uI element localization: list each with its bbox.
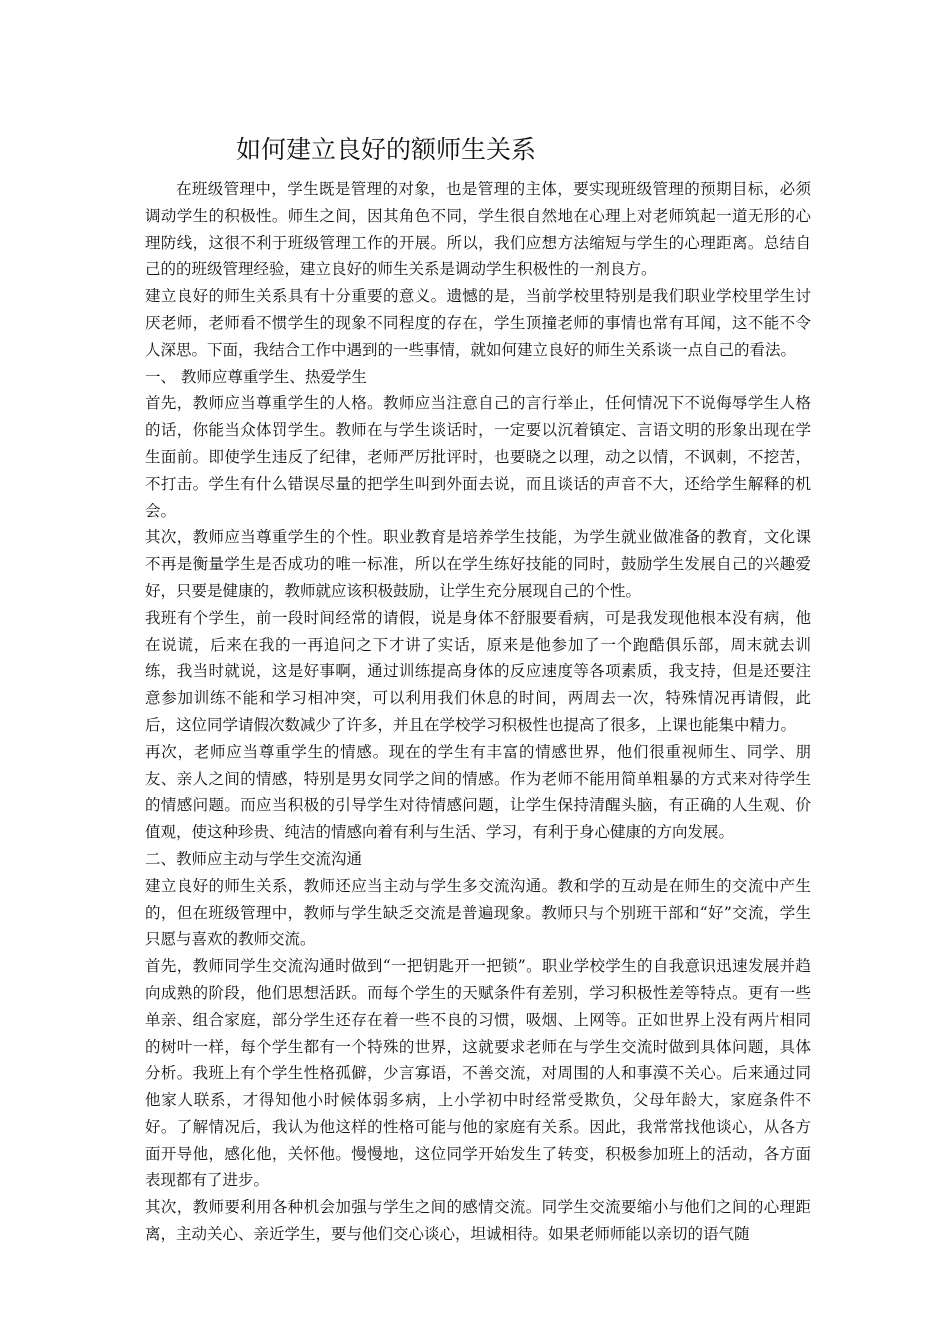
paragraph-respect-dignity: 首先，教师应当尊重学生的人格。教师应当注意自己的言行举止，任何情况下不说侮辱学生人格的话，你能当众体罚学生。教师在与学生谈话时，一定要以沉着镇定、言语文明的形象出现在学生面前。即使学生违反了纪律，老师严厉批评时，也要晓之以理，动之以情，不讽刺，不挖苦，不打击。学生有什么错误尽量的把学生叫到外面去说，而且谈话的声音不大，还给学生解释的机会。 <box>145 394 811 520</box>
paragraph-example-student: 我班有个学生，前一段时间经常的请假，说是身体不舒服要看病，可是我发现他根本没有病，他在说谎，后来在我的一再追问之下才讲了实话，原来是他参加了一个跑酷俱乐部，周末就去训练，我当时就说，这是好事啊，通过训练提高身体的反应速度等各项素质，我支持，但是还要注意参加训练不能和学习相冲突，可以利用我们休息的时间，两周去一次，特殊情况再请假，此后，这位同学请假次数减少了许多，并且在学校学习积极性也提高了很多，上课也能集中精力。 <box>145 608 811 734</box>
paragraph-emotional-exchange: 其次，教师要利用各种机会加强与学生之间的感情交流。同学生交流要缩小与他们之间的心理距离，主动关心、亲近学生，要与他们交心谈心，坦诚相待。如果老师师能以亲切的语气随 <box>145 1198 811 1244</box>
paragraph-significance: 建立良好的师生关系具有十分重要的意义。遗憾的是，当前学校里特别是我们职业学校里学生讨厌老师，老师看不惯学生的现象不同程度的存在，学生顶撞老师的事情也常有耳闻，这不能不令人深思。下面，我结合工作中遇到的一些事情，就如何建立良好的师生关系谈一点自己的看法。 <box>145 287 811 359</box>
section-heading-1: 一、 教师应尊重学生、热爱学生 <box>145 367 367 386</box>
paragraph-intro: 在班级管理中，学生既是管理的对象，也是管理的主体，要实现班级管理的预期目标，必须调动学生的积极性。师生之间，因其角色不同，学生很自然地在心理上对老师筑起一道无形的心理防线，这很不利于班级管理工作的开展。所以，我们应想方法缩短与学生的心理距离。总结自己的的班级管理经验，建立良好的师生关系是调动学生积极性的一剂良方。 <box>145 180 811 279</box>
document-body <box>145 176 811 1248</box>
paragraph-respect-personality: 其次，教师应当尊重学生的个性。职业教育是培养学生技能，为学生就业做准备的教育，文化课不再是衡量学生是否成功的唯一标准，所以在学生练好技能的同时，鼓励学生发展自己的兴趣爱好，只要是健康的，教师就应该积极鼓励，让学生充分展现自己的个性。 <box>145 528 811 600</box>
paragraph-respect-emotion: 再次，老师应当尊重学生的情感。现在的学生有丰富的情感世界，他们很重视师生、同学、朋友、亲人之间的情感，特别是男女同学之间的情感。作为老师不能用简单粗暴的方式来对待学生的情感问题。而应当积极的引导学生对待情感问题，让学生保持清醒头脑，有正确的人生观、价值观，使这种珍贵、纯洁的情感向着有利与生活、学习，有利于身心健康的方向发展。 <box>145 742 811 842</box>
paragraph-one-key-one-lock: 首先，教师同学生交流沟通时做到“一把钥匙开一把锁”。职业学校学生的自我意识迅速发展并趋向成熟的阶段，他们思想活跃。而每个学生的天赋条件有差别，学习积极性差等特点。更有一些单亲、组合家庭，部分学生还存在着一些不良的习惯，吸烟、上网等。正如世界上没有两片相同的树叶一样，每个学生都有一个特殊的世界，这就要求老师在与学生交流时做到具体问题，具体分析。我班上有个学生性格孤僻，少言寡语，不善交流，对周围的人和事漠不关心。后来通过同他家人联系，才得知他小时候体弱多病，上小学初中时经常受欺负，父母年龄大，家庭条件不好。了解情况后，我认为他这样的性格可能与他的家庭有关系。因此，我常常找他谈心，从各方面开导他，感化他，关怀他。慢慢地，这位同学开始发生了转变，积极参加班上的活动，各方面表现都有了进步。 <box>145 957 811 1190</box>
paragraph-communication: 建立良好的师生关系，教师还应当主动与学生多交流沟通。教和学的互动是在师生的交流中产生的，但在班级管理中，教师与学生缺乏交流是普遍现象。教师只与个别班干部和“好”交流，学生只愿与喜欢的教师交流。 <box>145 876 811 949</box>
section-heading-2: 二、教师应主动与学生交流沟通 <box>145 849 363 868</box>
document-title: 如何建立良好的额师生关系 <box>236 135 537 164</box>
